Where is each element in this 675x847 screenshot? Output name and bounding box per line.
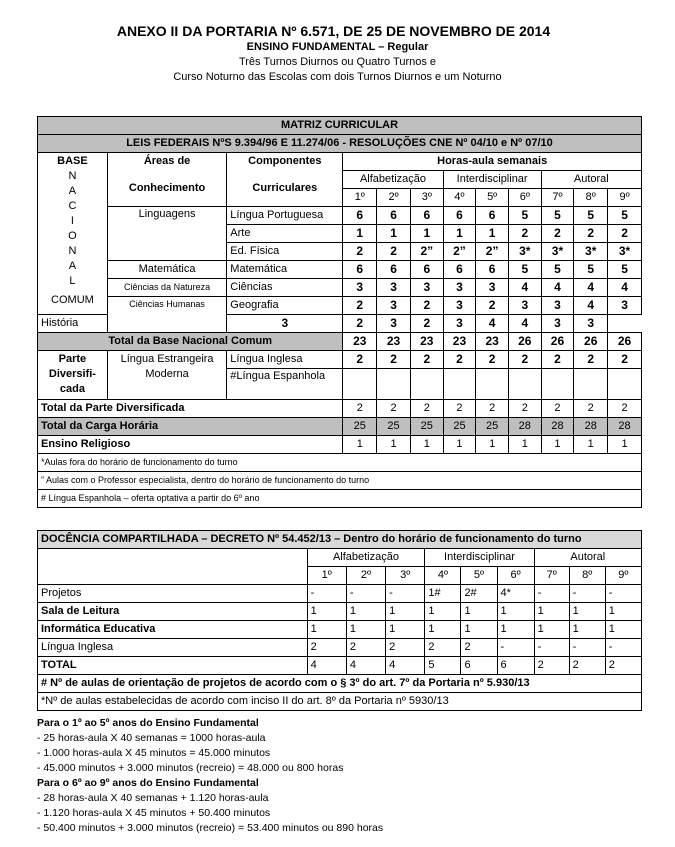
value-cell: 3*	[608, 243, 642, 261]
curriculares-header: Curriculares	[227, 171, 343, 207]
value-cell: 3	[227, 315, 343, 333]
note-row	[38, 675, 642, 693]
value-cell: 4	[508, 315, 541, 333]
value-cell: 3	[410, 279, 443, 297]
group-alfabetizacao: Alfabetização	[307, 549, 425, 567]
calc-line: - 45.000 minutos + 3.000 minutos (recreio) = 48.000 ou 800 horas	[37, 762, 344, 774]
grade-header: 2º	[377, 189, 411, 207]
value-cell: 6	[343, 207, 377, 225]
header-row-2	[38, 171, 642, 189]
value-cell: 4	[541, 279, 574, 297]
calc-line: - 25 horas-aula X 40 semanas = 1000 horas-aula	[37, 732, 266, 744]
value-cell: 2	[343, 400, 377, 418]
value-cell: 6	[476, 207, 509, 225]
table-row	[38, 603, 642, 621]
grade-header: 6º	[497, 567, 534, 585]
matriz-subtitle-row	[38, 135, 642, 153]
value-cell: 3	[541, 297, 574, 315]
grade-header: 1º	[343, 189, 377, 207]
value-cell	[508, 369, 541, 400]
group-interdisciplinar: Interdisciplinar	[443, 171, 541, 189]
value-cell: 1	[541, 436, 574, 454]
value-cell: 2	[534, 657, 569, 675]
value-cell: 3	[343, 279, 377, 297]
component-cell: Arte	[227, 225, 343, 243]
value-cell: 28	[608, 418, 642, 436]
value-cell: 25	[343, 418, 377, 436]
value-cell: 2	[307, 639, 346, 657]
value-cell: 1	[569, 603, 605, 621]
grade-header: 3º	[386, 567, 425, 585]
value-cell: -	[386, 585, 425, 603]
grade-header: 3º	[410, 189, 443, 207]
value-cell: -	[605, 639, 641, 657]
footnote: # Língua Espanhola – oferta optativa a partir do 6º ano	[38, 490, 642, 508]
value-cell: 6	[443, 207, 476, 225]
table-row	[38, 207, 642, 225]
grade-header: 4º	[443, 189, 476, 207]
value-cell: 2”	[476, 243, 509, 261]
total-parte-row	[38, 400, 642, 418]
calc-line: - 1.120 horas-aula X 45 minutos + 50.400 minutos	[37, 807, 271, 819]
grade-header: 1º	[307, 567, 346, 585]
value-cell: 2	[461, 639, 497, 657]
document-line4: Curso Noturno das Escolas com dois Turnos Diurnos e um Noturno	[173, 71, 502, 83]
table-row	[38, 621, 642, 639]
value-cell: 28	[574, 418, 608, 436]
value-cell: 2#	[461, 585, 497, 603]
value-cell: 2	[574, 351, 608, 369]
area-cell: Matemática	[107, 261, 226, 279]
value-cell: 1	[386, 603, 425, 621]
table-row	[38, 279, 642, 297]
value-cell: 26	[574, 333, 608, 351]
grade-header: 8º	[569, 567, 605, 585]
componentes-header: Componentes	[227, 153, 343, 171]
value-cell: -	[534, 639, 569, 657]
value-cell: 6	[377, 207, 411, 225]
value-cell: 2	[541, 225, 574, 243]
document-subtitle: ENSINO FUNDAMENTAL – Regular	[246, 41, 429, 53]
value-cell: 1	[343, 436, 377, 454]
value-cell: 4	[476, 315, 509, 333]
value-cell: -	[534, 585, 569, 603]
value-cell: 6	[410, 207, 443, 225]
total-carga-row	[38, 418, 642, 436]
group-interdisciplinar: Interdisciplinar	[425, 549, 534, 567]
value-cell: 1	[410, 436, 443, 454]
ensino-religioso-label: Ensino Religioso	[38, 436, 343, 454]
value-cell: 1	[534, 603, 569, 621]
value-cell: -	[569, 639, 605, 657]
value-cell: 4	[608, 279, 642, 297]
value-cell: 2	[386, 639, 425, 657]
component-cell: Matemática	[227, 261, 343, 279]
ensino-religioso-row	[38, 436, 642, 454]
row-label: Língua Inglesa	[38, 639, 308, 657]
grade-header: 7º	[534, 567, 569, 585]
page-header	[0, 22, 675, 85]
value-cell: 25	[377, 418, 411, 436]
value-cell: 23	[410, 333, 443, 351]
grade-header: 2º	[346, 567, 385, 585]
value-cell: 5	[425, 657, 461, 675]
value-cell: 1	[476, 436, 509, 454]
value-cell: 2	[377, 243, 411, 261]
value-cell: 1	[508, 436, 541, 454]
value-cell: 28	[541, 418, 574, 436]
value-cell: 5	[608, 207, 642, 225]
document-line3: Três Turnos Diurnos ou Quatro Turnos e	[238, 56, 437, 68]
area-cell: Linguagens	[107, 207, 226, 261]
value-cell: 4*	[497, 585, 534, 603]
value-cell: 2	[508, 400, 541, 418]
total-base-label: Total da Base Nacional Comum	[38, 333, 343, 351]
value-cell: 3	[377, 315, 411, 333]
value-cell: 1	[443, 436, 476, 454]
value-cell: 2	[343, 315, 377, 333]
component-cell: Língua Inglesa	[227, 351, 343, 369]
matriz-curricular-table	[37, 116, 642, 508]
value-cell: 2	[343, 297, 377, 315]
value-cell	[410, 369, 443, 400]
value-cell: 3	[377, 279, 411, 297]
group-autoral: Autoral	[541, 171, 641, 189]
value-cell: 2	[476, 351, 509, 369]
footnote: # Nº de aulas de orientação de projetos de acordo com o § 3º do art. 7º da Portaria nº 5.930/13	[38, 675, 642, 693]
component-cell: História	[38, 315, 108, 333]
value-cell: 1#	[425, 585, 461, 603]
value-cell: 1	[346, 603, 385, 621]
value-cell: 3	[508, 297, 541, 315]
value-cell: 2	[541, 400, 574, 418]
value-cell: 1	[377, 436, 411, 454]
value-cell: 4	[574, 297, 608, 315]
value-cell: 2	[508, 351, 541, 369]
value-cell	[574, 369, 608, 400]
value-cell: -	[497, 639, 534, 657]
value-cell	[343, 369, 377, 400]
total-base-row	[38, 333, 642, 351]
value-cell: 6	[497, 657, 534, 675]
group-alfabetizacao: Alfabetização	[343, 171, 443, 189]
note-row	[38, 472, 642, 490]
grade-header: 4º	[425, 567, 461, 585]
value-cell: -	[605, 585, 641, 603]
value-cell: 4	[346, 657, 385, 675]
component-cell: Geografia	[227, 297, 343, 315]
value-cell: 23	[343, 333, 377, 351]
value-cell: 2	[377, 400, 411, 418]
value-cell: 1	[343, 225, 377, 243]
grade-header: 9º	[608, 189, 642, 207]
value-cell: 2	[508, 225, 541, 243]
conhecimento-header: Conhecimento	[107, 171, 226, 207]
value-cell: 6	[476, 261, 509, 279]
value-cell: 1	[425, 621, 461, 639]
total-parte-label: Total da Parte Diversificada	[38, 400, 343, 418]
value-cell: 23	[377, 333, 411, 351]
grade-header: 7º	[541, 189, 574, 207]
value-cell: 1	[386, 621, 425, 639]
value-cell: 1	[410, 225, 443, 243]
group-autoral: Autoral	[534, 549, 641, 567]
value-cell: 3	[574, 315, 608, 333]
footnote: ” Aulas com o Professor especialista, dentro do horário de funcionamento do turno	[38, 472, 642, 490]
value-cell: 25	[443, 418, 476, 436]
value-cell: 2	[410, 297, 443, 315]
grade-header: 5º	[461, 567, 497, 585]
value-cell: 5	[508, 207, 541, 225]
value-cell: 3	[377, 297, 411, 315]
footnote: *Nº de aulas estabelecidas de acordo com inciso II do art. 8º da Portaria nº 5930/13	[38, 693, 642, 711]
parte-diversificada-label: Parte Diversifi- cada	[38, 351, 108, 400]
calc-heading: Para o 1º ao 5º anos do Ensino Fundamental	[37, 717, 259, 729]
value-cell: 1	[461, 621, 497, 639]
value-cell: 26	[541, 333, 574, 351]
docencia-title-row	[38, 531, 642, 549]
component-cell: Ed. Física	[227, 243, 343, 261]
value-cell: 2	[410, 400, 443, 418]
note-row	[38, 454, 642, 472]
value-cell	[476, 369, 509, 400]
value-cell: 2	[443, 351, 476, 369]
table-row	[38, 351, 642, 369]
value-cell: 3*	[508, 243, 541, 261]
row-label: Projetos	[38, 585, 308, 603]
value-cell: 3	[443, 315, 476, 333]
value-cell: 1	[569, 621, 605, 639]
value-cell: 6	[343, 261, 377, 279]
calc-heading: Para o 6º ao 9º anos do Ensino Fundamental	[37, 777, 259, 789]
calc-line: - 1.000 horas-aula X 45 minutos = 45.000 minutos	[37, 747, 271, 759]
value-cell: 4	[307, 657, 346, 675]
table-row	[38, 297, 642, 315]
value-cell: 6	[410, 261, 443, 279]
value-cell: 3	[476, 279, 509, 297]
grade-header: 9º	[605, 567, 641, 585]
value-cell: 5	[541, 207, 574, 225]
docencia-title: DOCÊNCIA COMPARTILHADA – DECRETO Nº 54.452/13 – Dentro do horário de funcionamento do turno	[38, 531, 642, 549]
value-cell: 4	[574, 279, 608, 297]
value-cell: 2	[608, 400, 642, 418]
note-row	[38, 490, 642, 508]
row-label: TOTAL	[38, 657, 308, 675]
value-cell: 1	[476, 225, 509, 243]
value-cell: 25	[476, 418, 509, 436]
areas-header: Áreas de	[107, 153, 226, 171]
value-cell: 26	[608, 333, 642, 351]
value-cell: 2	[605, 657, 641, 675]
base-nacional-comum-label: BASE N A C I O N A L COMUM	[38, 153, 108, 315]
value-cell: 2	[410, 315, 443, 333]
matriz-title: MATRIZ CURRICULAR	[38, 117, 642, 135]
value-cell: 1	[497, 621, 534, 639]
value-cell: 1	[425, 603, 461, 621]
value-cell: 1	[497, 603, 534, 621]
value-cell: 1	[461, 603, 497, 621]
value-cell: 2	[343, 243, 377, 261]
lem-cell: Língua Estrangeira Moderna	[107, 351, 226, 400]
value-cell: 2	[574, 400, 608, 418]
empty-header	[38, 549, 308, 585]
value-cell: 2	[608, 351, 642, 369]
grade-header: 8º	[574, 189, 608, 207]
value-cell: 6	[443, 261, 476, 279]
table-row	[38, 585, 642, 603]
value-cell: 1	[608, 436, 642, 454]
value-cell	[443, 369, 476, 400]
component-cell: Ciências	[227, 279, 343, 297]
value-cell	[608, 369, 642, 400]
value-cell: 3	[541, 315, 574, 333]
value-cell: 25	[410, 418, 443, 436]
value-cell: 6	[461, 657, 497, 675]
matriz-title-row	[38, 117, 642, 135]
docencia-groups-row	[38, 549, 642, 567]
header-row-1	[38, 153, 642, 171]
value-cell: -	[569, 585, 605, 603]
value-cell: 2	[425, 639, 461, 657]
table-row	[38, 261, 642, 279]
value-cell: 3	[608, 297, 642, 315]
value-cell: 5	[508, 261, 541, 279]
horas-aula-header: Horas-aula semanais	[343, 153, 642, 171]
value-cell: 2”	[443, 243, 476, 261]
value-cell: 3*	[574, 243, 608, 261]
value-cell: 2	[569, 657, 605, 675]
value-cell: -	[307, 585, 346, 603]
value-cell: 2	[574, 225, 608, 243]
value-cell: 1	[605, 603, 641, 621]
value-cell: 2	[377, 351, 411, 369]
value-cell: 6	[377, 261, 411, 279]
document-title: ANEXO II DA PORTARIA Nº 6.571, DE 25 DE NOVEMBRO DE 2014	[116, 23, 551, 39]
value-cell: 1	[605, 621, 641, 639]
total-row	[38, 657, 642, 675]
value-cell: 1	[307, 621, 346, 639]
total-carga-label: Total da Carga Horária	[38, 418, 343, 436]
value-cell: 2	[443, 400, 476, 418]
row-label: Sala de Leitura	[38, 603, 308, 621]
value-cell: 5	[608, 261, 642, 279]
value-cell: 2	[476, 297, 509, 315]
grade-header: 5º	[476, 189, 509, 207]
table-row	[38, 639, 642, 657]
value-cell: 3*	[541, 243, 574, 261]
value-cell: 28	[508, 418, 541, 436]
calc-line: - 50.400 minutos + 3.000 minutos (recreio) = 53.400 minutos ou 890 horas	[37, 822, 384, 834]
area-cell: Ciências da Natureza	[107, 279, 226, 297]
value-cell: 26	[508, 333, 541, 351]
value-cell: 2	[541, 351, 574, 369]
matriz-subtitle: LEIS FEDERAIS NºS 9.394/96 E 11.274/06 - RESOLUÇÕES CNE Nº 04/10 e Nº 07/10	[38, 135, 642, 153]
value-cell: 1	[574, 436, 608, 454]
value-cell: 1	[346, 621, 385, 639]
calc-line: - 28 horas-aula X 40 semanas + 1.120 horas-aula	[37, 792, 269, 804]
row-label: Informática Educativa	[38, 621, 308, 639]
value-cell: 1	[534, 621, 569, 639]
value-cell: 3	[443, 297, 476, 315]
grade-header: 6º	[508, 189, 541, 207]
value-cell: 1	[443, 225, 476, 243]
value-cell: -	[346, 585, 385, 603]
value-cell: 23	[443, 333, 476, 351]
value-cell: 5	[574, 261, 608, 279]
component-cell: Língua Portuguesa	[227, 207, 343, 225]
docencia-compartilhada-table	[37, 530, 642, 711]
note-row	[38, 693, 642, 711]
value-cell: 2	[476, 400, 509, 418]
value-cell: 23	[476, 333, 509, 351]
value-cell: 2	[410, 351, 443, 369]
value-cell: 2	[343, 351, 377, 369]
value-cell: 4	[508, 279, 541, 297]
value-cell	[377, 369, 411, 400]
value-cell: 2	[346, 639, 385, 657]
footnote: *Aulas fora do horário de funcionamento do turno	[38, 454, 642, 472]
area-cell: Ciências Humanas	[107, 297, 226, 333]
component-cell: #Língua Espanhola	[227, 369, 343, 400]
value-cell: 4	[386, 657, 425, 675]
value-cell: 5	[574, 207, 608, 225]
value-cell: 2”	[410, 243, 443, 261]
value-cell: 5	[541, 261, 574, 279]
value-cell: 1	[377, 225, 411, 243]
value-cell: 3	[443, 279, 476, 297]
value-cell	[541, 369, 574, 400]
carga-horaria-calculations	[37, 716, 383, 836]
value-cell: 1	[307, 603, 346, 621]
value-cell: 2	[608, 225, 642, 243]
